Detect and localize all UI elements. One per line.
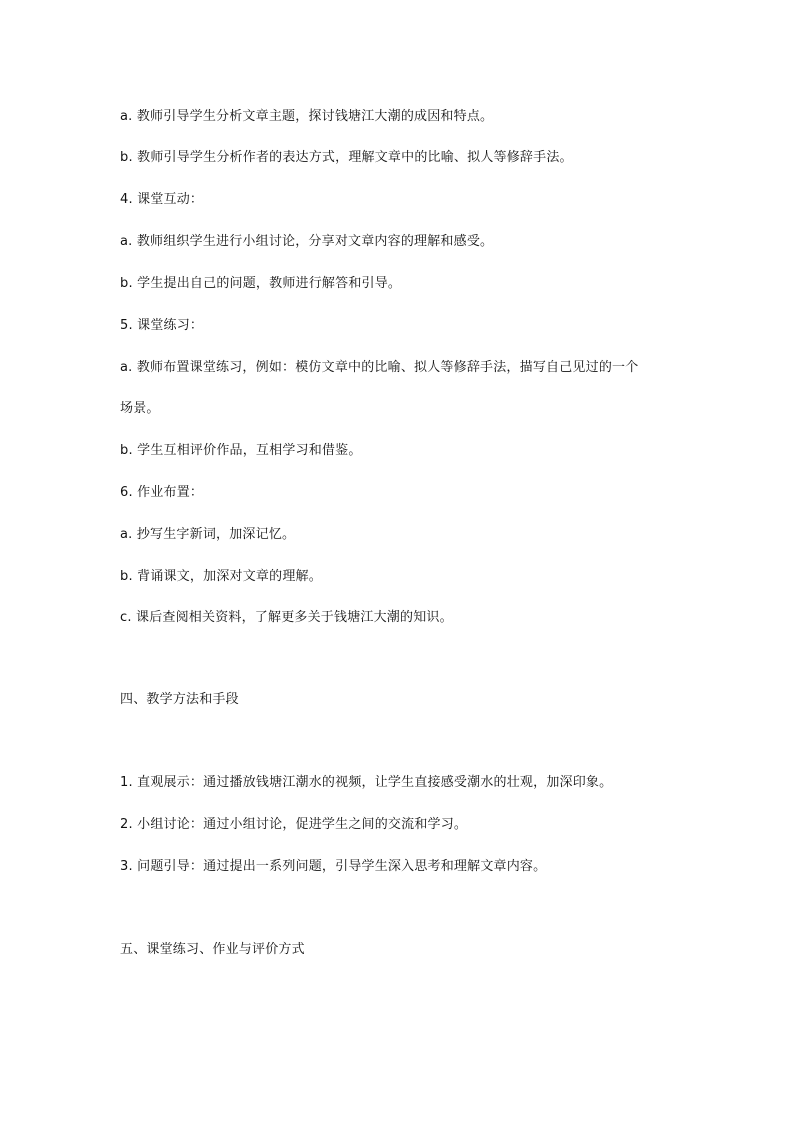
paragraph-line: 3. 问题引导：通过提出一系列问题，引导学生深入思考和理解文章内容。 [120,859,547,874]
paragraph-line: b. 背诵课文，加深对文章的理解。 [120,569,322,584]
paragraph-line: 场景。 [120,401,160,416]
list-heading: 5. 课堂练习： [120,318,204,333]
paragraph-line: a. 抄写生字新词，加深记忆。 [120,527,296,542]
paragraph-line: 1. 直观展示：通过播放钱塘江潮水的视频，让学生直接感受潮水的壮观，加深印象。 [120,775,613,790]
paragraph-line: c. 课后查阅相关资料，了解更多关于钱塘江大潮的知识。 [120,610,453,625]
list-heading: 4. 课堂互动： [120,192,204,207]
paragraph-line: a. 教师引导学生分析文章主题，探讨钱塘江大潮的成因和特点。 [120,109,494,124]
section-heading: 五、课堂练习、作业与评价方式 [120,942,305,957]
paragraph-line: b. 教师引导学生分析作者的表达方式，理解文章中的比喻、拟人等修辞手法。 [120,150,573,165]
section-heading: 四、教学方法和手段 [120,692,239,707]
paragraph-line: 2. 小组讨论：通过小组讨论，促进学生之间的交流和学习。 [120,817,468,832]
paragraph-line: a. 教师组织学生进行小组讨论，分享对文章内容的理解和感受。 [120,234,494,249]
paragraph-line: b. 学生提出自己的问题，教师进行解答和引导。 [120,276,402,291]
paragraph-line: a. 教师布置课堂练习，例如：模仿文章中的比喻、拟人等修辞手法，描写自己见过的一个 [120,360,639,375]
paragraph-line: b. 学生互相评价作品，互相学习和借鉴。 [120,443,362,458]
list-heading: 6. 作业布置： [120,485,204,500]
